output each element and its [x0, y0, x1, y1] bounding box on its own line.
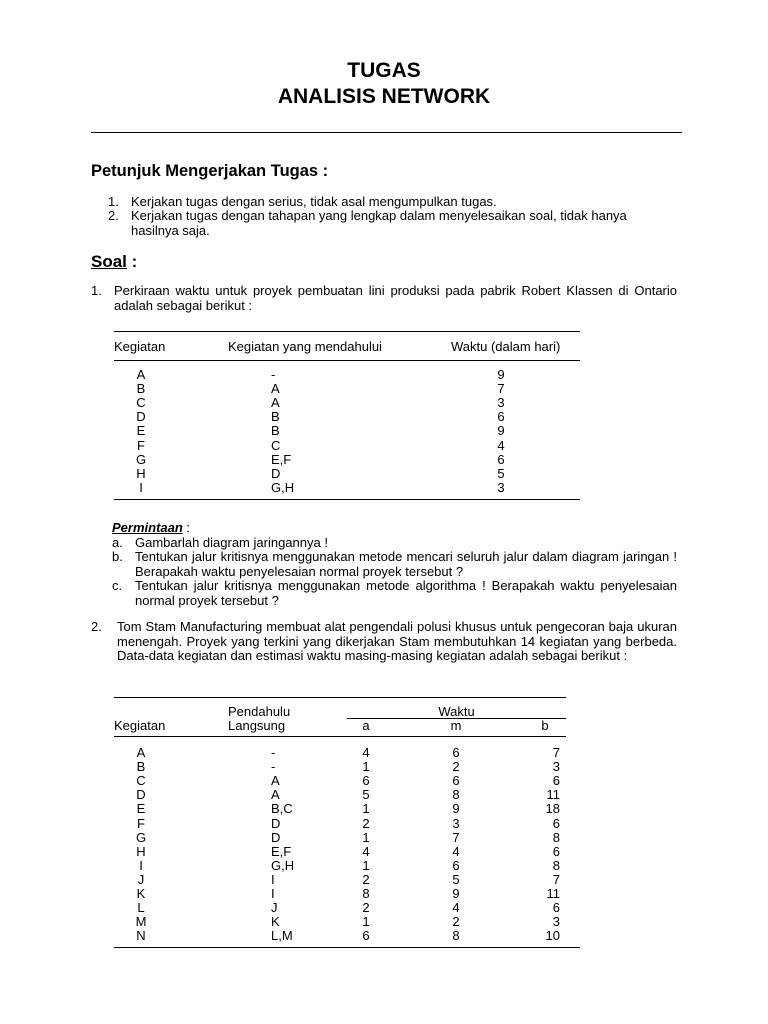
table-cell-pendahulu: J	[271, 900, 278, 916]
table-cell-pendahulu: I	[271, 871, 275, 887]
table-cell-b: 3	[552, 759, 560, 775]
table-cell-m: 7	[452, 829, 460, 845]
table-cell-kegiatan: G	[135, 829, 147, 845]
column-header-b: b	[541, 718, 549, 733]
column-header-a: a	[362, 718, 370, 733]
document-title-line-2: ANALISIS NETWORK	[277, 85, 491, 108]
soal-heading-text: Soal	[91, 252, 127, 271]
table-header-rule	[114, 736, 566, 737]
instruction-item-2	[108, 209, 680, 238]
table-cell-kegiatan: B	[136, 759, 146, 775]
title-divider	[91, 132, 682, 133]
table-cell-b: 8	[552, 857, 560, 873]
request-a-text: Gambarlah diagram jaringannya !	[135, 535, 328, 550]
table-cell-pendahulu: -	[271, 367, 276, 382]
table-cell-b: 6	[552, 815, 560, 831]
table-cell-a: 1	[362, 759, 370, 775]
table-cell-b: 6	[552, 900, 560, 916]
request-label-text: Permintaan	[112, 520, 183, 535]
table-cell-a: 2	[362, 871, 370, 887]
table-cell-waktu: 6	[497, 451, 505, 467]
instructions-heading: Petunjuk Mengerjakan Tugas :	[91, 162, 329, 180]
table-cell-pendahulu: L,M	[271, 928, 293, 944]
table-bottom-rule	[114, 947, 580, 948]
column-header-waktu: Waktu	[438, 704, 475, 719]
table-cell-b: 3	[552, 914, 560, 930]
column-header-langsung: Langsung	[228, 718, 286, 733]
table-cell-waktu: 3	[497, 479, 505, 495]
table-cell-pendahulu: E,F	[271, 843, 292, 859]
table-cell-m: 6	[452, 773, 460, 789]
q2-number: 2.	[91, 619, 102, 634]
table-cell-pendahulu: I	[271, 886, 275, 901]
table-cell-a: 4	[362, 745, 370, 760]
table-cell-kegiatan: D	[136, 409, 146, 425]
table-cell-waktu: 4	[497, 437, 505, 453]
table-cell-a: 6	[362, 773, 370, 789]
table-cell-m: 2	[452, 914, 460, 930]
table-cell-pendahulu: A	[271, 787, 280, 803]
table-cell-a: 2	[362, 815, 370, 831]
table-cell-b: 18	[545, 801, 560, 817]
instruction-text: Kerjakan tugas dengan serius, tidak asal mengumpulkan tugas.	[131, 194, 497, 209]
request-a-letter: a.	[112, 535, 123, 550]
table-cell-b: 6	[552, 773, 560, 789]
table-cell-kegiatan: H	[136, 843, 146, 859]
table-cell-m: 4	[452, 900, 460, 916]
request-label-colon: :	[182, 520, 191, 535]
table-cell-a: 5	[362, 787, 370, 803]
table-cell-pendahulu: D	[271, 829, 281, 845]
table-cell-kegiatan: C	[136, 773, 146, 789]
table-cell-m: 5	[452, 871, 460, 887]
table-cell-pendahulu: B,C	[271, 801, 293, 817]
column-header-m: m	[450, 718, 462, 733]
table-cell-pendahulu: G,H	[271, 479, 295, 495]
instruction-number: 2.	[108, 208, 119, 223]
table-cell-a: 4	[362, 843, 370, 859]
request-c-text: Tentukan jalur kritisnya menggunakan metode algorithma ! Berapakah waktu penyelesaian normal proyek tersebut ?	[135, 578, 677, 608]
table-top-rule	[114, 697, 566, 698]
table-cell-m: 9	[452, 801, 460, 817]
table-cell-kegiatan: I	[139, 479, 143, 495]
document-title-line-1: TUGAS	[347, 59, 421, 82]
soal-heading	[91, 252, 137, 272]
table-cell-a: 1	[362, 829, 370, 845]
table-cell-m: 4	[452, 843, 460, 859]
table-cell-pendahulu: K	[271, 914, 280, 930]
table-cell-pendahulu: B	[271, 409, 280, 425]
table-cell-a: 1	[362, 801, 370, 817]
table-cell-kegiatan: E	[136, 801, 146, 817]
table-bottom-rule	[114, 499, 580, 500]
request-b-text: Tentukan jalur kritisnya menggunakan metode mencari seluruh jalur dalam diagram jaringan ! Berapakah waktu penyelesaian normal proyek tersebut ?	[135, 549, 677, 579]
column-header-kegiatan: Kegiatan	[114, 339, 166, 354]
table-header-rule	[114, 360, 580, 361]
table-cell-waktu: 9	[497, 367, 505, 382]
table-cell-pendahulu: -	[271, 759, 276, 775]
table-cell-m: 6	[452, 857, 460, 873]
table-cell-kegiatan: C	[136, 395, 146, 411]
table-cell-m: 3	[452, 815, 460, 831]
table-cell-kegiatan: K	[136, 886, 146, 901]
table-cell-b: 8	[552, 829, 560, 845]
table-cell-pendahulu: B	[271, 423, 280, 439]
table-cell-kegiatan: B	[136, 381, 146, 397]
table-top-rule	[114, 331, 580, 332]
table-cell-b: 11	[546, 886, 560, 901]
table-cell-waktu: 5	[497, 465, 505, 481]
table-cell-waktu: 9	[497, 423, 505, 439]
table-cell-kegiatan: A	[136, 745, 146, 760]
table-cell-b: 7	[552, 871, 560, 887]
table-cell-m: 9	[452, 886, 460, 901]
table-cell-kegiatan: M	[135, 914, 147, 930]
table-cell-pendahulu: D	[271, 465, 281, 481]
table-cell-kegiatan: H	[136, 465, 146, 481]
table-cell-pendahulu: C	[271, 437, 281, 453]
table-cell-kegiatan: D	[136, 787, 146, 803]
table-cell-a: 1	[362, 857, 370, 873]
table-cell-m: 6	[452, 745, 460, 760]
table-cell-kegiatan: F	[137, 815, 145, 831]
table-cell-kegiatan: G	[135, 451, 147, 467]
table-cell-b: 7	[552, 745, 560, 760]
table-cell-pendahulu: G,H	[271, 857, 295, 873]
table-cell-b: 6	[552, 843, 560, 859]
column-header-pendahulu: Kegiatan yang mendahului	[228, 339, 382, 354]
table-cell-kegiatan: E	[136, 423, 146, 439]
request-b-letter: b.	[112, 549, 123, 564]
column-header-waktu: Waktu (dalam hari)	[451, 339, 561, 354]
q1-number: 1.	[91, 283, 102, 298]
table-cell-kegiatan: L	[137, 900, 145, 916]
request-c-letter: c.	[112, 578, 123, 593]
table-cell-m: 8	[452, 787, 460, 803]
table-cell-kegiatan: A	[136, 367, 146, 382]
table-cell-pendahulu: A	[271, 381, 280, 397]
table-cell-pendahulu: A	[271, 395, 280, 411]
q2-text: Tom Stam Manufacturing membuat alat pengendali polusi khusus untuk pengecoran baja ukuran menengah. Proyek yang terkini yang dikerjakan Stam membutuhkan 14 kegiatan yang berbeda. Data-data kegiatan dan estimasi waktu masing-masing kegiatan adalah sebagai berikut :	[117, 619, 677, 663]
column-header-pendahulu: Pendahulu	[228, 704, 291, 719]
table-cell-pendahulu: -	[271, 745, 276, 760]
instruction-number: 1.	[108, 194, 119, 209]
column-header-kegiatan: Kegiatan	[114, 718, 166, 733]
table-cell-kegiatan: F	[137, 437, 145, 453]
q1-text: Perkiraan waktu untuk proyek pembuatan lini produksi pada pabrik Robert Klassen di Ontario adalah sebagai berikut :	[114, 283, 677, 313]
request-label	[112, 521, 190, 536]
table-cell-b: 10	[545, 928, 560, 944]
table-cell-kegiatan: I	[139, 857, 143, 873]
table-cell-kegiatan: N	[136, 928, 146, 944]
table-cell-waktu: 6	[497, 409, 505, 425]
table-cell-m: 8	[452, 928, 460, 944]
table-cell-b: 11	[546, 787, 560, 803]
table-cell-waktu: 3	[497, 395, 505, 411]
soal-heading-colon: :	[126, 252, 138, 271]
table-cell-kegiatan: J	[137, 871, 145, 887]
table-cell-a: 1	[362, 914, 370, 930]
table-cell-m: 2	[452, 759, 460, 775]
table-cell-waktu: 7	[497, 381, 505, 397]
instruction-text: Kerjakan tugas dengan tahapan yang lengkap dalam menyelesaikan soal, tidak hanya hasilnya saja.	[131, 208, 627, 238]
table-cell-a: 2	[362, 900, 370, 916]
table-cell-pendahulu: E,F	[271, 451, 292, 467]
table-cell-pendahulu: A	[271, 773, 280, 789]
table-cell-a: 8	[362, 886, 370, 901]
table-cell-a: 6	[362, 928, 370, 944]
table-cell-pendahulu: D	[271, 815, 281, 831]
